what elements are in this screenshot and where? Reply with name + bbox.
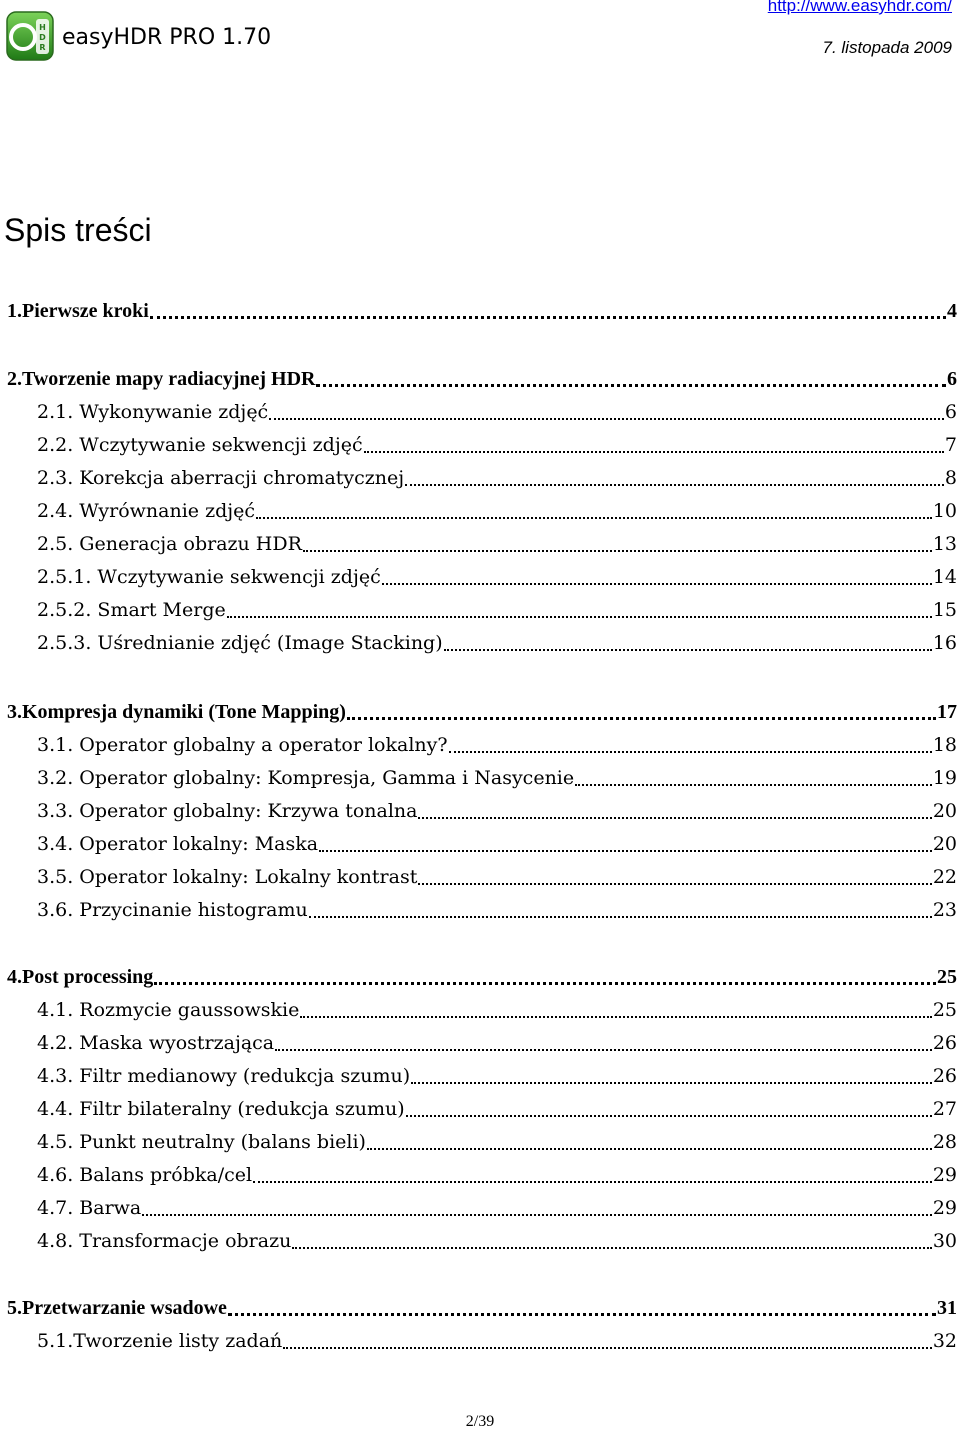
toc-entry-label: 2.5.3. Uśrednianie zdjęć (Image Stacking) [37,632,443,654]
page-number: 2/39 [465,1413,495,1430]
toc-entry-label: 3.2. Operator globalny: Kompresja, Gamma i Nasycenie [37,767,575,789]
toc-entry-page: 29 [932,1164,957,1186]
toc-section-entry[interactable] [37,1226,957,1256]
easyhdr-logo [6,11,54,61]
toc-entry-page: 18 [932,734,957,756]
website-link[interactable]: http://www.easyhdr.com/ [767,0,952,15]
toc-entry-page: 22 [932,866,957,888]
toc-section-entry[interactable] [37,595,957,625]
toc-entry-page: 32 [932,1330,957,1352]
toc-entry-page: 25 [932,999,957,1021]
toc-section-entry[interactable] [37,763,957,793]
toc-dot-leader [269,417,944,420]
toc-entry-label: 2.Tworzenie mapy radiacyjnej HDR [7,368,316,390]
toc-section-entry[interactable] [37,397,957,427]
toc-entry-label: 2.5. Generacja obrazu HDR [37,533,302,555]
toc-entry-label: 2.3. Korekcja aberracji chromatycznej [37,467,405,489]
toc-dot-leader [142,1213,932,1216]
toc-section-entry[interactable] [37,1193,957,1223]
document-date: 7. listopada 2009 [822,38,952,57]
toc-entry-page: 7 [944,434,957,456]
toc-section-entry[interactable] [37,730,957,760]
toc-dot-leader [411,1081,932,1084]
toc-dot-leader [406,1114,932,1117]
toc-section-entry[interactable] [37,1061,957,1091]
toc-entry-label: 3.4. Operator lokalny: Maska [37,833,319,855]
toc-section-entry[interactable] [37,796,957,826]
toc-dot-leader [275,1048,932,1051]
toc-dot-leader [227,615,932,618]
toc-dot-leader [309,915,932,918]
toc-entry-label: 4.1. Rozmycie gaussowskie [37,999,300,1021]
toc-section-entry[interactable] [37,1094,957,1124]
toc-entry-page: 26 [932,1065,957,1087]
toc-entry-page: 14 [932,566,957,588]
toc-dot-leader [303,549,932,552]
toc-entry-page: 17 [937,701,957,723]
toc-entry-label: 2.5.1. Wczytywanie sekwencji zdjęć [37,566,381,588]
toc-entry-label: 4.5. Punkt neutralny (balans bieli) [37,1131,366,1153]
toc-chapter-entry[interactable] [7,364,957,394]
svg-text:D: D [39,33,46,42]
toc-entry-page: 6 [944,401,957,423]
toc-dot-leader [405,483,944,486]
toc-chapter-entry[interactable] [7,962,957,992]
toc-section-entry[interactable] [37,1160,957,1190]
toc-dot-leader [367,1147,932,1150]
toc-section-entry[interactable] [37,430,957,460]
toc-entry-label: 2.2. Wczytywanie sekwencji zdjęć [37,434,363,456]
toc-title: Spis treści [4,212,152,248]
toc-entry-page: 25 [937,966,957,988]
toc-entry-label: 4.2. Maska wyostrzająca [37,1032,275,1054]
toc-entry-page: 19 [932,767,957,789]
toc-dot-leader [256,516,932,519]
page-header [0,0,960,68]
toc-entry-page: 20 [932,833,957,855]
toc-entry-page: 4 [947,300,957,322]
toc-section-entry[interactable] [37,829,957,859]
toc-entry-page: 16 [932,632,957,654]
toc-section-entry[interactable] [37,1127,957,1157]
toc-dot-leader [575,783,932,786]
toc-dot-leader [364,450,944,453]
toc-entry-page: 10 [932,500,957,522]
toc-dot-leader [283,1346,932,1349]
toc-section-entry[interactable] [37,496,957,526]
toc-dot-leader [444,648,932,651]
toc-entry-page: 30 [932,1230,957,1252]
toc-entry-page: 13 [932,533,957,555]
toc-section-entry[interactable] [37,895,957,925]
toc-section-entry[interactable] [37,562,957,592]
toc-dot-leader [347,716,936,720]
toc-entry-label: 3.3. Operator globalny: Krzywa tonalna [37,800,418,822]
toc-section-entry[interactable] [37,529,957,559]
toc-entry-page: 31 [937,1297,957,1319]
toc-entry-page: 20 [932,800,957,822]
toc-entry-label: 4.6. Balans próbka/cel [37,1164,253,1186]
toc-chapter-entry[interactable] [7,697,957,727]
toc-dot-leader [300,1015,931,1018]
toc-entry-label: 4.7. Barwa [37,1197,142,1219]
toc-section-entry[interactable] [37,862,957,892]
toc-entry-page: 8 [944,467,957,489]
toc-entry-label: 3.6. Przycinanie histogramu [37,899,308,921]
toc-entry-label: 5.1.Tworzenie listy zadań [37,1330,283,1352]
toc-section-entry[interactable] [37,1028,957,1058]
toc-entry-label: 2.1. Wykonywanie zdjęć [37,401,269,423]
toc-entry-label: 4.Post processing [7,966,154,988]
toc-chapter-entry[interactable] [7,296,957,326]
toc-dot-leader [150,315,946,319]
toc-dot-leader [319,849,932,852]
toc-entry-label: 4.4. Filtr bilateralny (redukcja szumu) [37,1098,405,1120]
toc-dot-leader [228,1312,936,1316]
toc-dot-leader [382,582,932,585]
toc-section-entry[interactable] [37,1326,957,1356]
toc-entry-label: 4.8. Transformacje obrazu [37,1230,292,1252]
toc-entry-page: 29 [932,1197,957,1219]
toc-section-entry[interactable] [37,463,957,493]
toc-dot-leader [449,750,932,753]
toc-entry-label: 4.3. Filtr medianowy (redukcja szumu) [37,1065,411,1087]
toc-entry-label: 5.Przetwarzanie wsadowe [7,1297,227,1319]
app-name: easyHDR PRO 1.70 [62,25,272,50]
svg-text:H: H [39,23,46,32]
svg-text:R: R [39,43,46,52]
toc-entry-label: 2.5.2. Smart Merge [37,599,226,621]
toc-entry-page: 28 [932,1131,957,1153]
toc-dot-leader [418,882,931,885]
toc-section-entry[interactable] [37,995,957,1025]
toc-entry-page: 15 [932,599,957,621]
toc-dot-leader [292,1246,931,1249]
toc-entry-label: 1.Pierwsze kroki [7,300,149,322]
toc-dot-leader [253,1180,932,1183]
toc-entry-label: 3.1. Operator globalny a operator lokalny? [37,734,448,756]
toc-dot-leader [154,981,936,985]
toc-entry-page: 27 [932,1098,957,1120]
toc-chapter-entry[interactable] [7,1293,957,1323]
toc-entry-label: 3.Kompresja dynamiki (Tone Mapping) [7,701,346,723]
toc-entry-page: 26 [932,1032,957,1054]
toc-entry-page: 6 [947,368,957,390]
toc-entry-label: 3.5. Operator lokalny: Lokalny kontrast [37,866,418,888]
toc-dot-leader [316,383,946,387]
toc-dot-leader [418,816,931,819]
toc-section-entry[interactable] [37,628,957,658]
toc-entry-page: 23 [932,899,957,921]
toc-entry-label: 2.4. Wyrównanie zdjęć [37,500,256,522]
